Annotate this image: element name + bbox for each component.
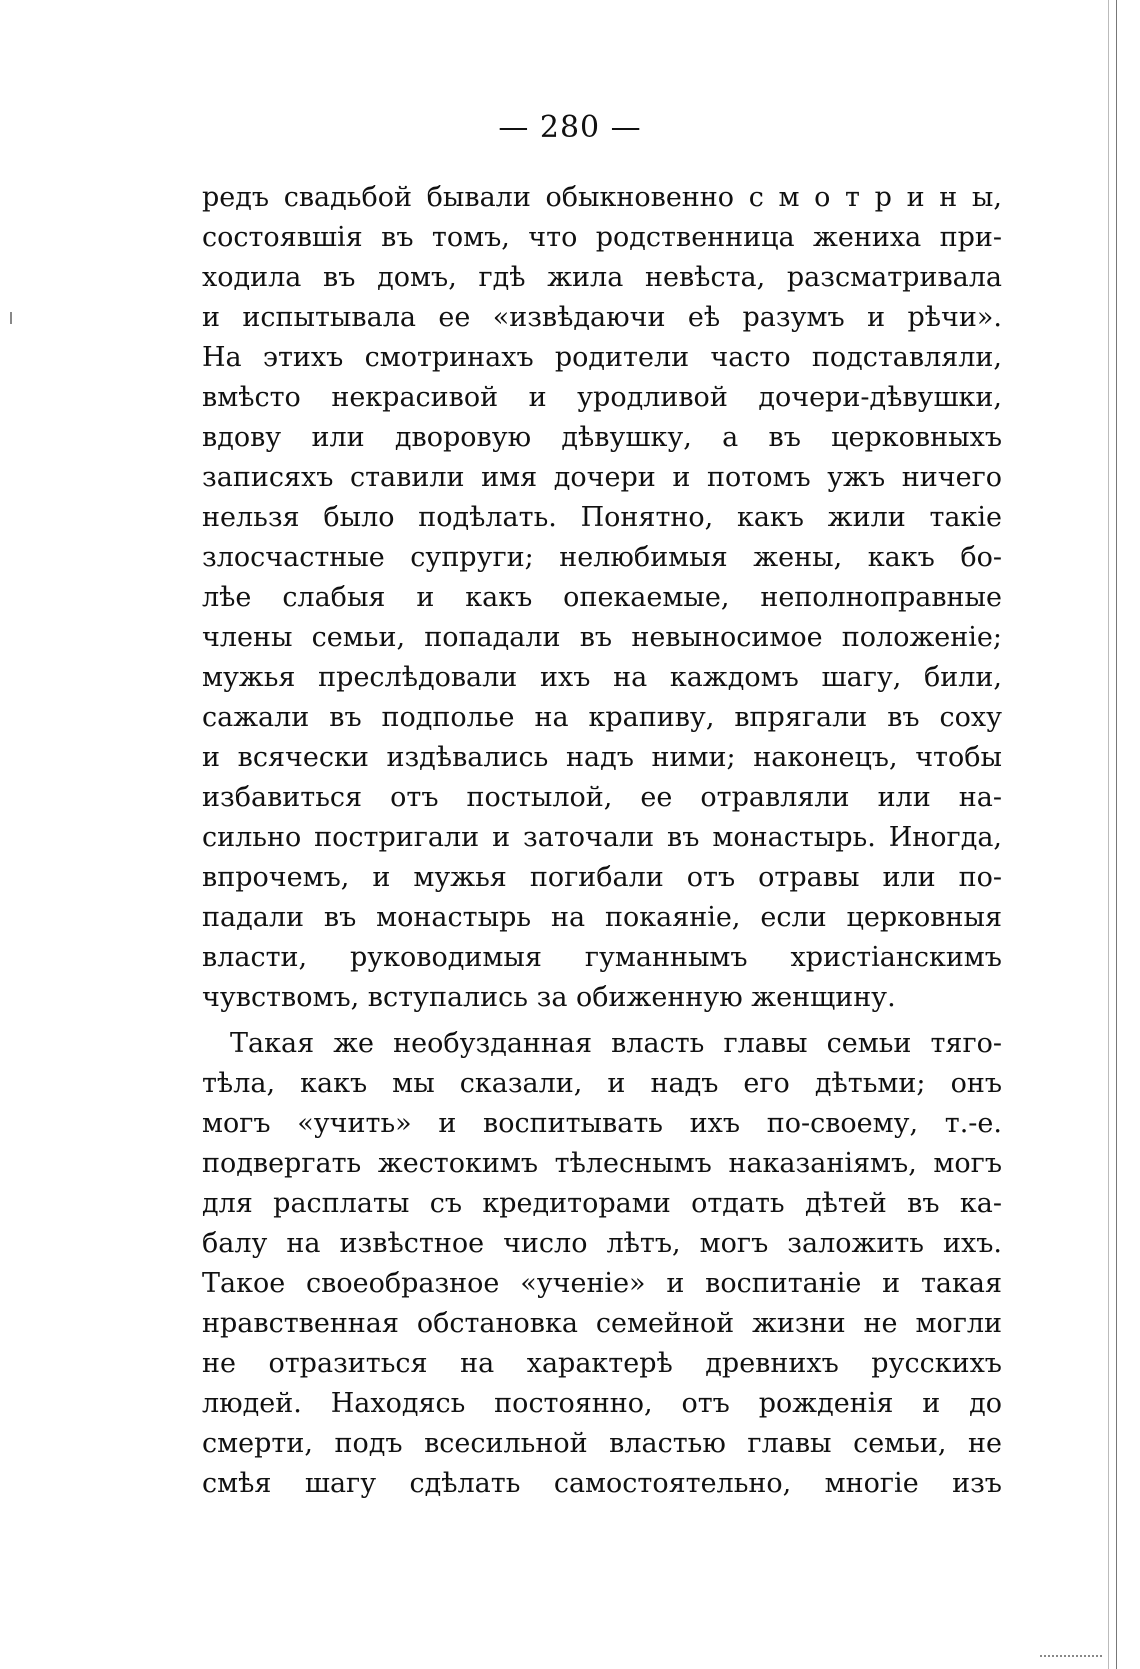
text-line: злосчастные супруги; нелюбимыя жены, какъ бо-: [202, 542, 1002, 573]
paragraph: [202, 1024, 1002, 1504]
page-edge-line: [1108, 0, 1109, 1669]
margin-mark: [10, 312, 12, 324]
text-line: сажали въ подполье на крапиву, впрягали въ соху: [202, 702, 1002, 733]
text-line: вмѣсто некрасивой и уродливой дочери-дѣвушки,: [202, 382, 1002, 413]
text-line: впрочемъ, и мужья погибали отъ отравы или по-: [202, 862, 1002, 893]
text-line: власти, руководимыя гуманнымъ христіанскимъ: [202, 942, 1002, 973]
text-line: подвергать жестокимъ тѣлеснымъ наказаніямъ, могъ: [202, 1148, 1002, 1179]
text-line: На этихъ смотринахъ родители часто подставляли,: [202, 342, 1002, 373]
text-line: состоявшія въ томъ, что родственница жениха при-: [202, 222, 1002, 253]
text-line: балу на извѣстное число лѣтъ, могъ заложить ихъ.: [202, 1228, 1002, 1259]
text-line: Такое своеобразное «ученіе» и воспитаніе и такая: [202, 1268, 1002, 1299]
text-line: для расплаты съ кредиторами отдать дѣтей въ ка-: [202, 1188, 1002, 1219]
text-line: людей. Находясь постоянно, отъ рожденія и до: [202, 1388, 1002, 1419]
bottom-edge-mark: [1040, 1655, 1102, 1659]
text-line: падали въ монастырь на покаяніе, если церковныя: [202, 902, 1002, 933]
text-line: вдову или дворовую дѣвушку, а въ церковныхъ: [202, 422, 1002, 453]
page-edge-line: [1116, 0, 1117, 1669]
text-line: смерти, подъ всесильной властью главы семьи, не: [202, 1428, 1002, 1459]
text-line: избавиться отъ постылой, ее отравляли или на-: [202, 782, 1002, 813]
paragraph: [202, 178, 1002, 1018]
text-line: смѣя шагу сдѣлать самостоятельно, многіе изъ: [202, 1468, 1002, 1499]
text-line: лѣе слабыя и какъ опекаемые, неполноправные: [202, 582, 1002, 613]
page-number: — 280 —: [498, 110, 642, 145]
text-line: мужья преслѣдовали ихъ на каждомъ шагу, били,: [202, 662, 1002, 693]
text-line: члены семьи, попадали въ невыносимое положеніе;: [202, 622, 1002, 653]
text-line: ходила въ домъ, гдѣ жила невѣста, разсматривала: [202, 262, 1002, 293]
text-line: не отразиться на характерѣ древнихъ русскихъ: [202, 1348, 1002, 1379]
text-line: Такая же необузданная власть главы семьи тяго-: [230, 1028, 1002, 1059]
text-line: редъ свадьбой бывали обыкновенно с м о т р и н ы,: [202, 182, 1002, 213]
text-line: нельзя было подѣлать. Понятно, какъ жили такіе: [202, 502, 1002, 533]
text-line: могъ «учить» и воспитывать ихъ по-своему, т.-е.: [202, 1108, 1002, 1139]
body-text: [202, 178, 1002, 1504]
text-line: нравственная обстановка семейной жизни не могли: [202, 1308, 1002, 1339]
text-line: чувствомъ, вступались за обиженную женщину.: [202, 982, 896, 1013]
text-line: записяхъ ставили имя дочери и потомъ ужъ ничего: [202, 462, 1002, 493]
text-line: сильно постригали и заточали въ монастырь. Иногда,: [202, 822, 1002, 853]
text-line: тѣла, какъ мы сказали, и надъ его дѣтьми; онъ: [202, 1068, 1002, 1099]
text-line: и всячески издѣвались надъ ними; наконецъ, чтобы: [202, 742, 1002, 773]
text-line: и испытывала ее «извѣдаючи eѣ разумъ и рѣчи».: [202, 302, 1002, 333]
